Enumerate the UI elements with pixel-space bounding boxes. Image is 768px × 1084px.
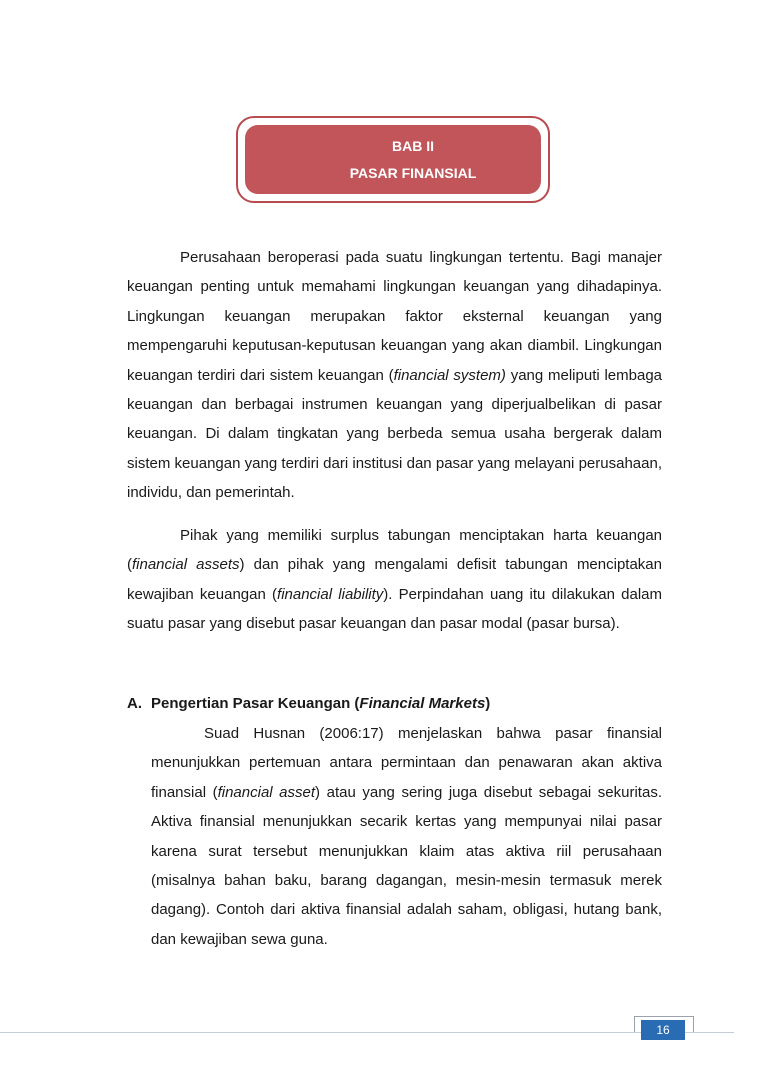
page-number: 16: [641, 1020, 685, 1040]
chapter-title: PASAR FINANSIAL: [349, 164, 477, 181]
text-run: Suad Husnan (2006:17) menjelaskan bahwa pasar finansial menunjukkan pertemuan antara permintaan dan penawaran akan aktiva finansial (: [151, 725, 662, 801]
text-run: ) atau yang sering juga disebut sebagai sekuritas. Aktiva finansial menunjukkan secarik kertas yang mempunyai nilai pasar karena surat tersebut menunjukkan klaim atas aktiva riil perusahaan (misalnya bahan baku, barang dagangan, mesin-mesin termasuk merek dagang). Contoh dari aktiva finansial adalah saham, obligasi, hutang bank, dan kewajiban sewa guna.: [151, 783, 662, 948]
section-title-end: ): [485, 695, 491, 712]
text-run: ) dan pihak yang mengalami defisit tabungan menciptakan kewajiban keuangan (: [127, 556, 662, 603]
intro-paragraph: [127, 243, 662, 508]
footer-rule: [0, 1032, 734, 1033]
italic-term: financial assets: [132, 556, 240, 574]
surplus-paragraph: [127, 521, 662, 639]
section-letter: A.: [127, 695, 142, 712]
text-run: Pihak yang memiliki surplus tabungan menciptakan harta keuangan (: [127, 527, 662, 574]
italic-term: financial liability: [277, 585, 384, 603]
text-run: Perusahaan beroperasi pada suatu lingkungan tertentu. Bagi manajer keuangan penting untuk memahami lingkungan keuangan yang dihadapinya. Lingkungan keuangan merupakan faktor eksternal keuangan yang mempengaruhi keputusan-keputusan keuangan yang akan diambil. Lingkungan keuangan terdiri dari sistem keuangan (: [127, 249, 662, 384]
chapter-header-frame: [236, 116, 550, 203]
text-run: ). Perpindahan uang itu dilakukan dalam suatu pasar yang disebut pasar keuangan dan pasar modal (pasar bursa).: [127, 585, 663, 633]
section-heading: [127, 694, 490, 714]
section-title-italic: Financial Markets: [359, 695, 486, 712]
chapter-header: [245, 125, 541, 194]
italic-term: financial asset: [217, 783, 316, 801]
italic-term: financial system): [393, 366, 506, 384]
text-run: yang meliputi lembaga keuangan dan berbagai instrumen keuangan yang diperjualbelikan di pasar keuangan. Di dalam tingkatan yang berbeda semua usaha bergerak dalam sistem keuangan yang terdiri dari institusi dan pasar yang melayani perusahaan, individu, dan pemerintah.: [127, 366, 663, 502]
section-title: Pengertian Pasar Keuangan (: [151, 695, 360, 712]
chapter-number: BAB II: [392, 137, 434, 154]
definition-paragraph: [151, 719, 662, 954]
